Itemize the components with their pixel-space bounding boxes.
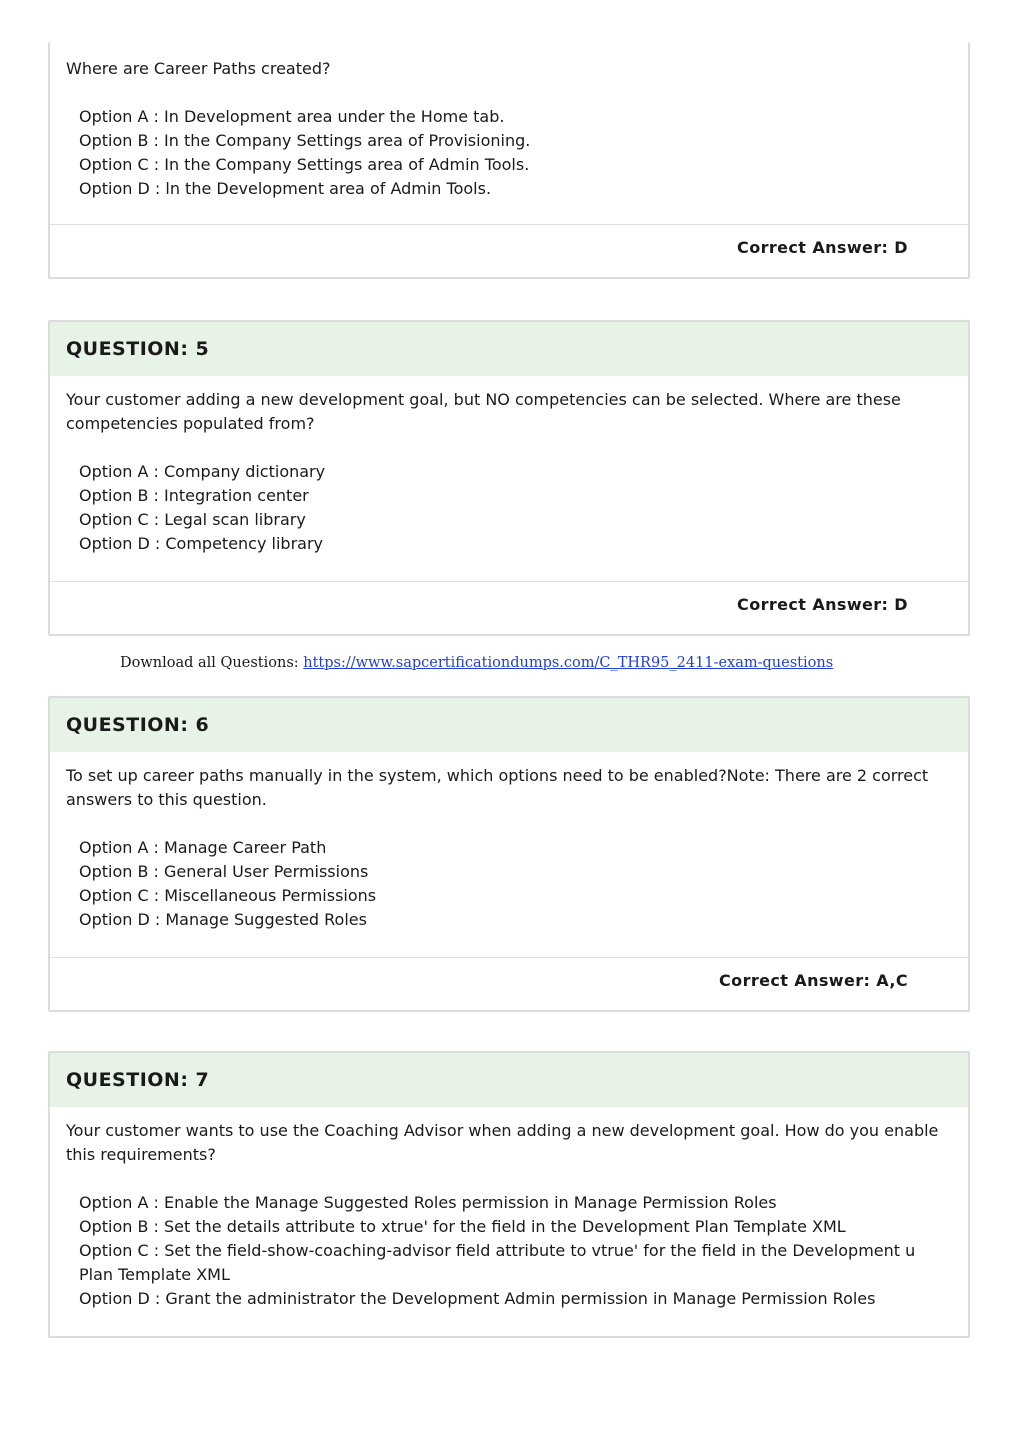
question-text: Your customer adding a new development goal, but NO competencies can be selected. Where are these competencies populated from? (66, 390, 901, 433)
option-b: Option B : Set the details attribute to xtrue' for the field in the Development Plan Template XML (79, 1217, 846, 1236)
option-c: Option C : Legal scan library (79, 510, 306, 529)
download-line (120, 655, 833, 671)
question-body (50, 752, 968, 957)
options-list (66, 460, 952, 556)
option-b: Option B : In the Company Settings area of Provisioning. (79, 131, 531, 150)
correct-answer: Correct Answer: D (737, 595, 908, 614)
download-label: Download all Questions: (120, 655, 304, 671)
question-card-6 (48, 696, 970, 1012)
question-body (50, 42, 968, 224)
question-card-7 (48, 1051, 970, 1338)
option-d: Option D : ln the Development area of Admin Tools. (79, 179, 492, 198)
option-c: Option C : Set the field-show-coaching-advisor field attribute to vtrue' for the field in the Development u Plan Template XML (79, 1241, 916, 1284)
question-text: Your customer wants to use the Coaching Advisor when adding a new development goal. How do you enable this requirements? (66, 1121, 939, 1164)
question-text: Where are Career Paths created? (66, 59, 331, 78)
download-link[interactable]: https://www.sapcertificationdumps.com/C_THR95_2411-exam-questions (303, 655, 834, 671)
question-body (50, 376, 968, 581)
options-list (66, 836, 952, 932)
correct-answer: Correct Answer: D (737, 238, 908, 257)
options-list (66, 1191, 952, 1311)
correct-answer: Correct Answer: A,C (719, 971, 908, 990)
question-card-4 (48, 42, 970, 279)
question-title: QUESTION: 7 (50, 1053, 968, 1107)
options-list (66, 105, 952, 201)
option-a: Option A : In Development area under the Home tab. (79, 107, 505, 126)
option-c: Option C : Miscellaneous Permissions (79, 886, 377, 905)
option-a: Option A : Company dictionary (79, 462, 326, 481)
option-d: Option D : Competency library (79, 534, 323, 553)
option-d: Option D : Manage Suggested Roles (79, 910, 367, 929)
question-body (50, 1107, 968, 1311)
question-text: To set up career paths manually in the system, which options need to be enabled?Note: There are 2 correct answers to this question. (66, 766, 929, 809)
option-c: Option C : In the Company Settings area of Admin Tools. (79, 155, 530, 174)
option-b: Option B : Integration center (79, 486, 309, 505)
question-card-5 (48, 320, 970, 636)
question-title: QUESTION: 6 (50, 698, 968, 752)
option-a: Option A : Manage Career Path (79, 838, 327, 857)
option-b: Option B : General User Permissions (79, 862, 369, 881)
question-title: QUESTION: 5 (50, 322, 968, 376)
option-a: Option A : Enable the Manage Suggested Roles permission in Manage Permission Roles (79, 1193, 777, 1212)
option-d: Option D : Grant the administrator the Development Admin permission in Manage Permission Roles (79, 1289, 876, 1308)
